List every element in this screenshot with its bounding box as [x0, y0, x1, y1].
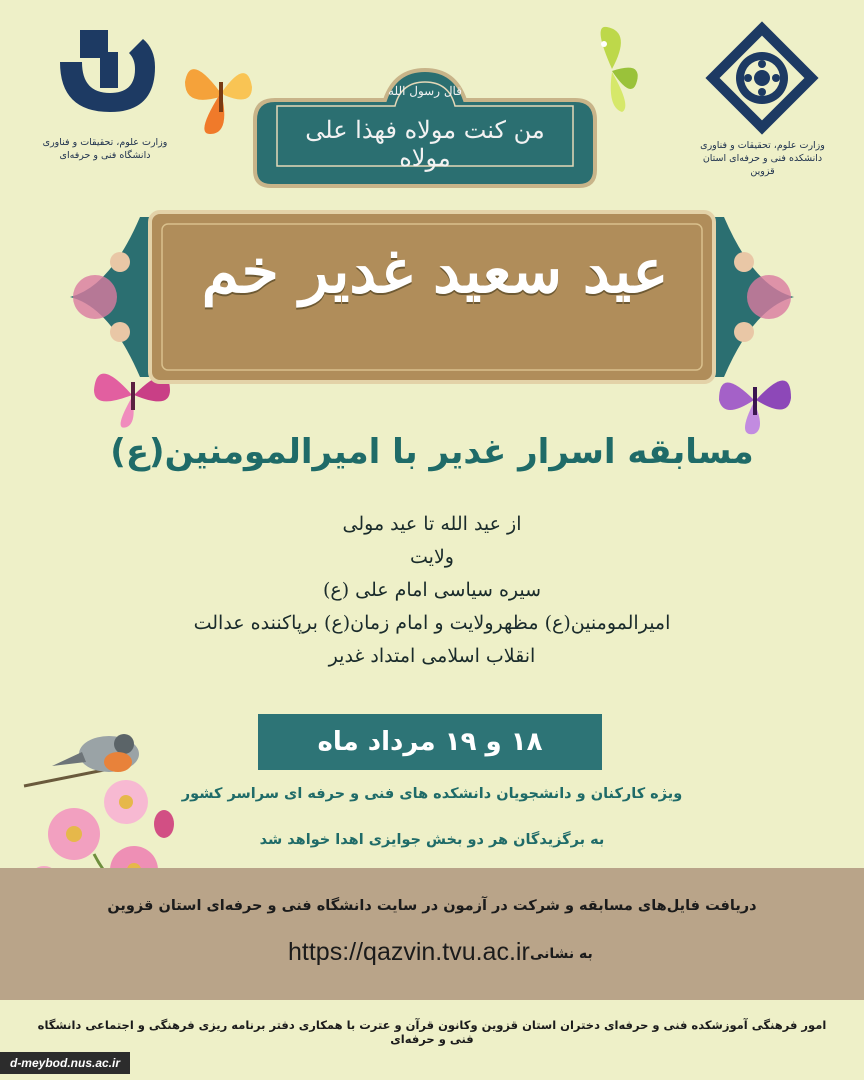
logo-right-caption-2: دانشکده فنی و حرفه‌ای استان قزوین	[702, 153, 823, 177]
competition-headline: مسابقه اسرار غدیر با امیرالمومنین(ع)	[110, 432, 754, 472]
logo-left-caption-2: دانشگاه فنی و حرفه‌ای	[59, 150, 151, 161]
banner-title: عید سعید غدیر خم	[201, 237, 669, 307]
address-label: به نشانی	[530, 946, 593, 962]
hadith-plaque	[250, 68, 600, 188]
topic-item: ولایت	[410, 546, 454, 568]
website-url-link[interactable]: https://qazvin.tvu.ac.ir	[288, 938, 530, 966]
download-instructions: دریافت فایل‌های مسابقه و شرکت در آزمون در سایت دانشگاه فنی و حرفه‌ای استان قزوین	[107, 898, 757, 914]
logo-left-caption-1: وزارت علوم، تحقیقات و فناوری	[42, 137, 168, 148]
eid-ghadir-banner	[40, 192, 824, 402]
topic-item: سیره سیاسی امام علی (ع)	[322, 579, 542, 601]
hadith-attribution: قال رسول الله	[388, 84, 462, 98]
organizers-footer: امور فرهنگی آموزشکده فنی و حرفه‌ای دختران استان قزوین وکانون قرآن و عترت با همکاری دفتر برنامه ریزی فرهنگی و اجتماعی دانشگاه فنی و حرفه‌ای	[37, 1018, 827, 1046]
logo-right-caption-1: وزارت علوم، تحقیقات و فناوری	[700, 140, 825, 151]
hadith-text: من کنت مولاه فهذا علی مولاه	[305, 116, 545, 172]
topic-item: امیرالمومنین(ع) مظهرولایت و امام زمان(ع) برپاکننده عدالت	[193, 612, 671, 634]
topic-item: انقلاب اسلامی امتداد غدیر	[328, 645, 536, 667]
university-logo-left	[40, 22, 170, 187]
topic-item: از عید الله تا عید مولی	[342, 513, 522, 535]
source-watermark: d-meybod.nus.ac.ir	[0, 1052, 130, 1074]
college-emblem-icon	[700, 20, 825, 135]
audience-subtitle: ویژه کارکنان و دانشجویان دانشکده های فنی و حرفه ای سراسر کشور	[181, 786, 683, 802]
prize-subtitle: به برگزیدگان هر دو بخش جوایزی اهدا خواهد شد	[259, 832, 605, 848]
college-logo-right	[700, 20, 825, 190]
orange-butterfly-icon	[180, 52, 260, 137]
tvu-logo-icon	[40, 22, 170, 132]
topics-list	[100, 508, 764, 673]
info-band	[0, 868, 864, 1000]
date-badge: ۱۸ و ۱۹ مرداد ماه	[258, 714, 602, 770]
